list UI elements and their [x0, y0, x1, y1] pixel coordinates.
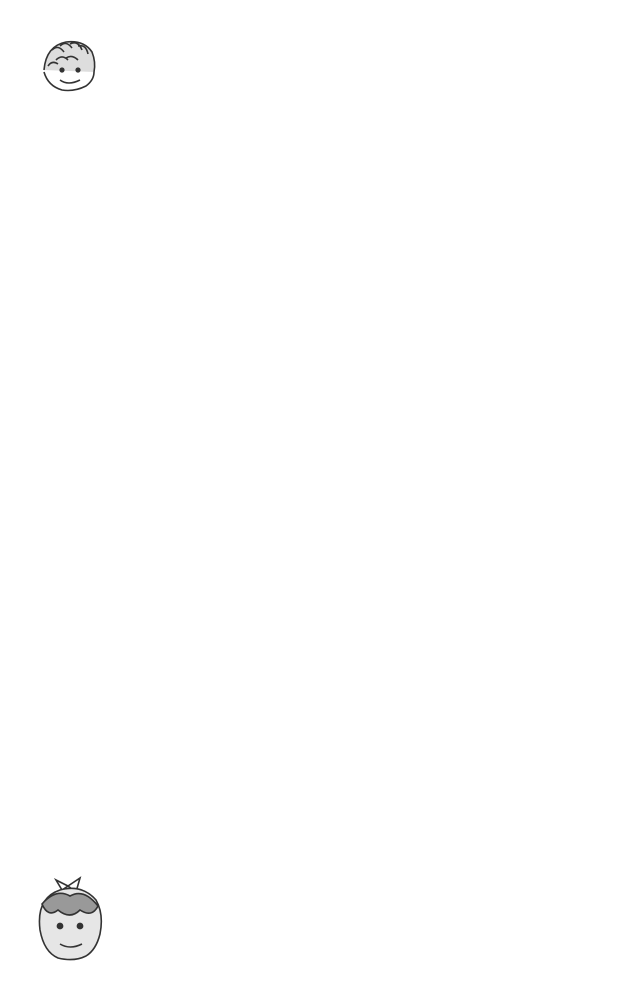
- girl-face-top-icon: [44, 42, 95, 91]
- girl-face-bottom-icon: [39, 878, 101, 960]
